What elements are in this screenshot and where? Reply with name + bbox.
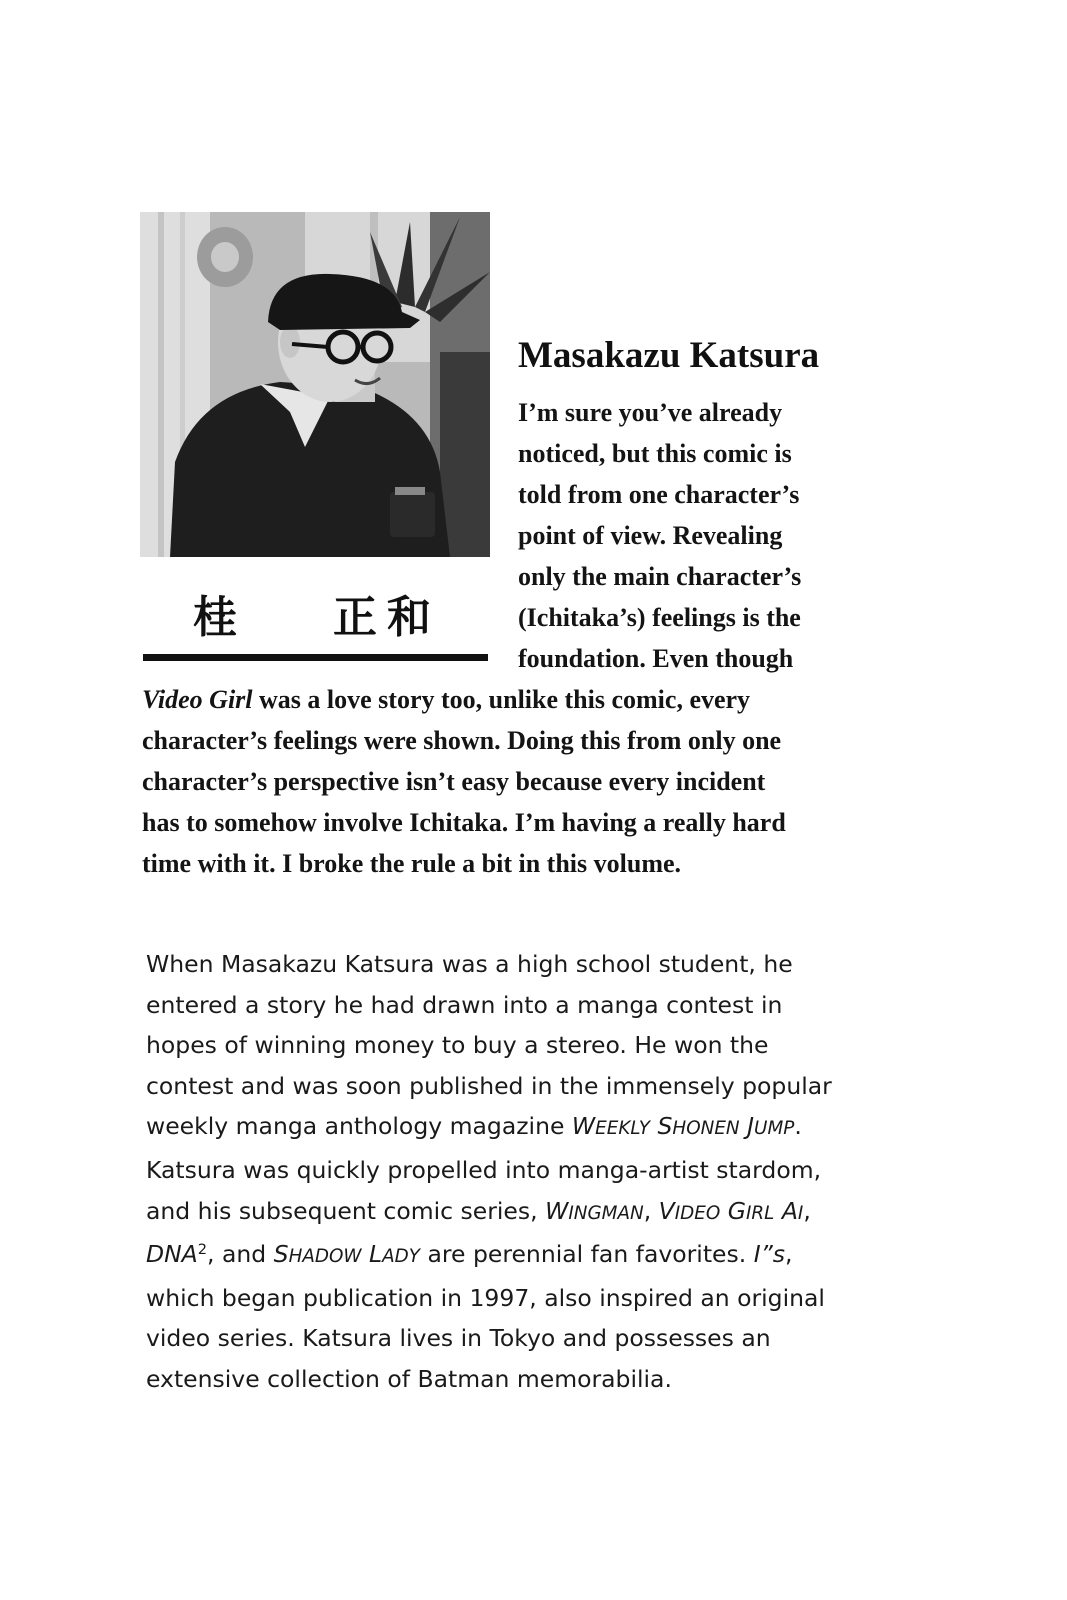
comment-line: character’s feelings were shown. Doing this from only one	[142, 726, 782, 755]
author-name-kanji-family: 正和	[333, 592, 441, 643]
comment-line: (Ichitaka’s) feelings is the	[518, 603, 801, 632]
author-photo	[140, 212, 490, 557]
comment-line: only the main character’s	[518, 562, 802, 591]
comment-line: told from one character’s	[518, 480, 800, 509]
bio-line: which began publication in 1997, also inspired an original	[146, 1283, 825, 1312]
bio-line: extensive collection of Batman memorabilia.	[146, 1364, 672, 1393]
author-name-kanji-given: 桂	[193, 592, 237, 643]
shadow-lady-title: SHADOW LADY	[273, 1240, 420, 1269]
bio-line: Katsura was quickly propelled into manga-artist stardom,	[146, 1155, 822, 1184]
author-comment-narrow	[518, 392, 801, 679]
dna2-title: DNA$^2$	[146, 1240, 208, 1269]
video-girl-title: Video Girl	[142, 685, 253, 714]
bio-line: entered a story he had drawn into a manga contest in	[146, 990, 783, 1019]
comment-line: has to somehow involve Ichitaka. I’m having a really hard	[142, 808, 786, 837]
comment-line: noticed, but this comic is	[518, 439, 792, 468]
comment-line: I’m sure you’ve already	[518, 398, 783, 427]
name-underline-divider	[143, 654, 488, 661]
comment-line: character’s perspective isn’t easy because every incident	[142, 767, 766, 796]
bio-line: When Masakazu Katsura was a high school student, he	[146, 950, 793, 978]
weekly-shonen-jump-title: WEEKLY SHONEN JUMP	[571, 1112, 795, 1141]
comment-line: point of view. Revealing	[518, 521, 783, 550]
bio-line: hopes of winning money to buy a stereo. He won the	[146, 1031, 769, 1060]
author-photo-illustration	[140, 212, 490, 557]
author-biography: When Masakazu Katsura was a high school student, he entered a story he had drawn into a manga contest in hopes of winning money to buy a stereo. He won the contest and was soon published in the immensely popular weekly manga anthology magazine WEEKLY SHONEN JUMP. Katsura was quickly propelled into manga-artist stardom, and his subsequent comic series, WINGMAN, VIDEO GIRL AI, DNA$^2$, and SHADOW LADY are perennial fan favorites. I”s, which began publication in 1997, also inspired an original video series. Katsura lives in Tokyo and possesses an extensive collection of Batman memorabilia.	[146, 950, 832, 1393]
bio-line: weekly manga anthology magazine	[146, 1112, 572, 1141]
bio-line: and his subsequent comic series,	[146, 1196, 546, 1225]
wingman-title: WINGMAN	[545, 1196, 644, 1225]
bio-line: contest and was soon published in the immensely popular	[146, 1071, 832, 1100]
comment-line: foundation. Even though	[518, 644, 794, 673]
comment-line: time with it. I broke the rule a bit in this volume.	[142, 849, 682, 878]
artist-name-heading: Masakazu Katsura	[518, 335, 820, 376]
video-girl-ai-title: VIDEO GIRL AI	[658, 1196, 804, 1225]
is-title: I”s	[753, 1240, 786, 1269]
bio-line: video series. Katsura lives in Tokyo and possesses an	[146, 1324, 771, 1353]
comment-line: was a love story too, unlike this comic, every	[252, 685, 751, 714]
author-comment-wide	[142, 679, 786, 884]
